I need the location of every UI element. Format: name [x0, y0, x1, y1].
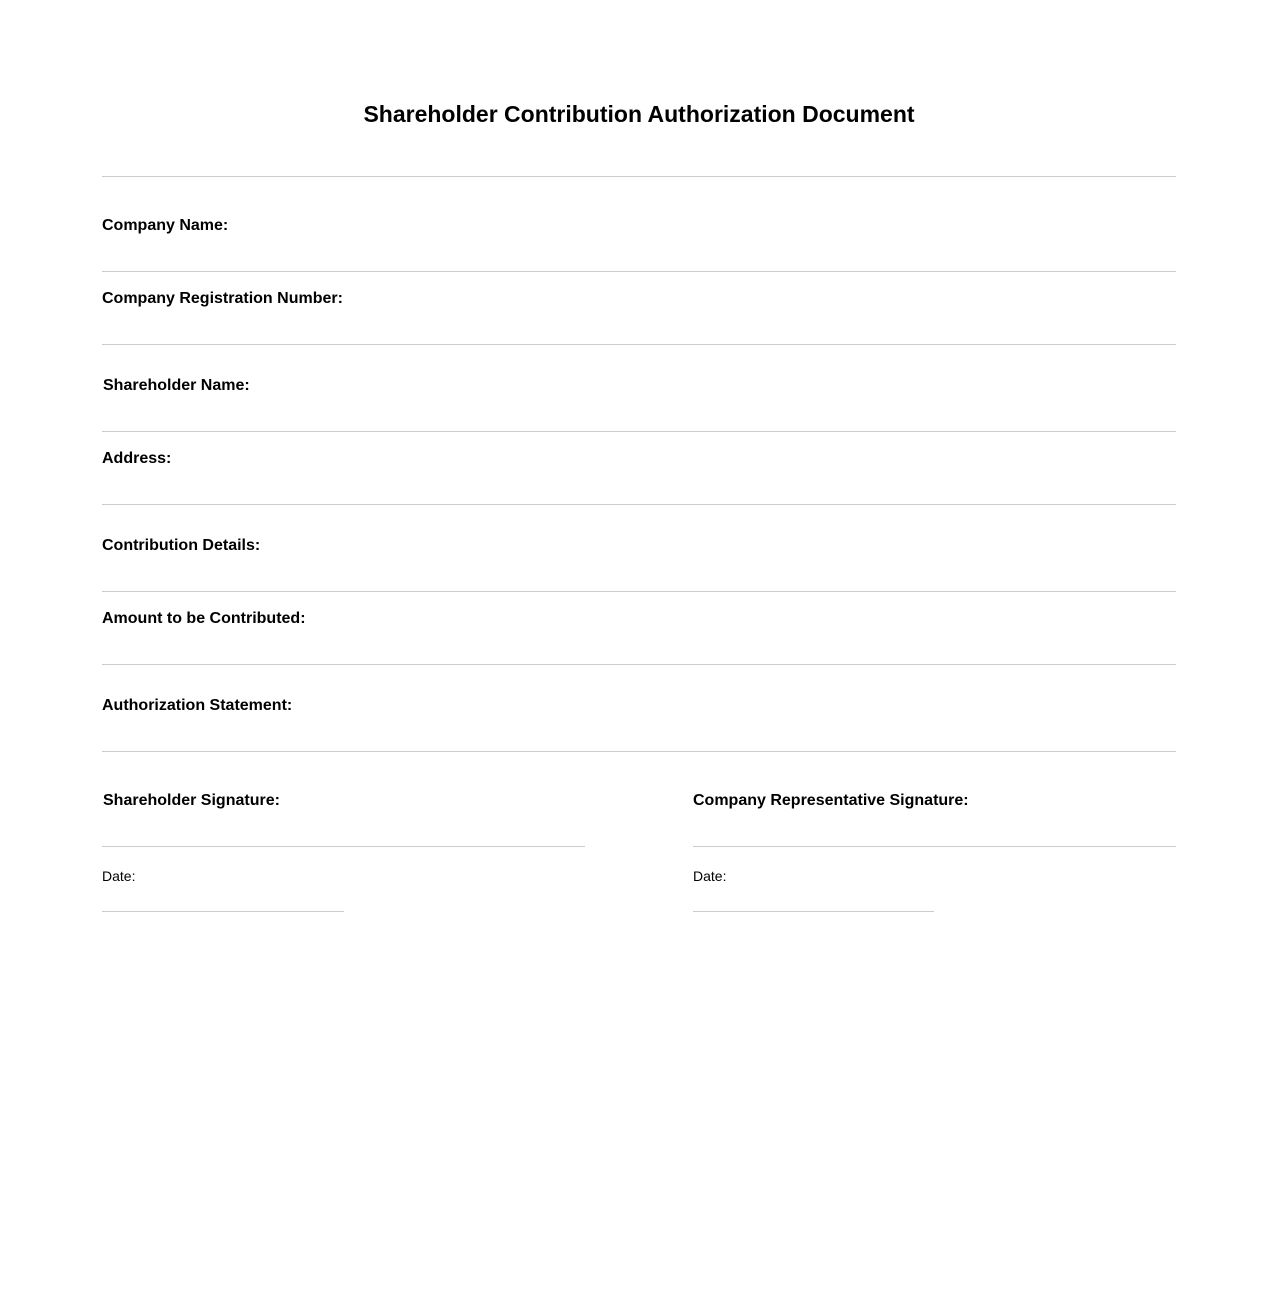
company-name-line[interactable] [102, 271, 1176, 272]
address-label: Address: [102, 450, 172, 467]
shareholder-name-label: Shareholder Name: [103, 377, 250, 394]
company-representative-signature-line[interactable] [693, 846, 1176, 847]
authorization-statement-line[interactable] [102, 751, 1176, 752]
shareholder-date-line[interactable] [102, 911, 344, 912]
contribution-details-label: Contribution Details: [102, 537, 261, 554]
amount-to-be-contributed-label: Amount to be Contributed: [102, 610, 306, 627]
shareholder-name-line[interactable] [102, 431, 1176, 432]
company-registration-number-line[interactable] [102, 344, 1176, 345]
company-representative-date-line[interactable] [693, 911, 934, 912]
shareholder-signature-label: Shareholder Signature: [103, 792, 280, 809]
company-representative-signature-label: Company Representative Signature: [693, 792, 969, 809]
shareholder-signature-line[interactable] [102, 846, 585, 847]
authorization-statement-label: Authorization Statement: [102, 697, 293, 714]
address-line[interactable] [102, 504, 1176, 505]
amount-to-be-contributed-line[interactable] [102, 664, 1176, 665]
document-title: Shareholder Contribution Authorization Document [363, 101, 915, 127]
shareholder-date-label: Date: [102, 868, 136, 884]
title-divider [102, 176, 1176, 177]
company-representative-date-label: Date: [693, 868, 727, 884]
company-registration-number-label: Company Registration Number: [102, 290, 343, 307]
contribution-details-line[interactable] [102, 591, 1176, 592]
company-name-label: Company Name: [102, 217, 229, 234]
